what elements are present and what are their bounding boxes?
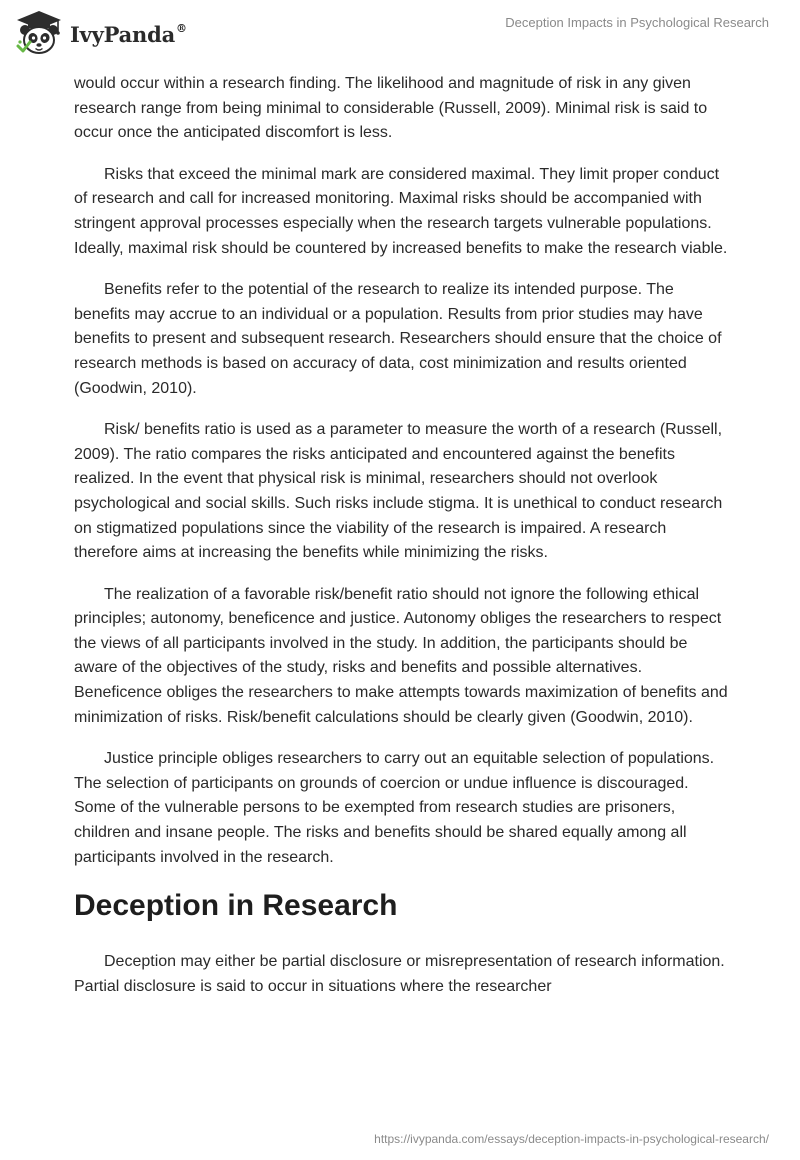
paragraph-maximal-risk: Risks that exceed the minimal mark are considered maximal. They limit proper conduct of research and call for increased monitoring. Maximal risks should be accompanied with stringent approval processes especially when the research targets vulnerable populations. Ideally, maximal risk should be countered by increased benefits to make the research viable. bbox=[74, 165, 728, 257]
panda-graduate-icon bbox=[14, 8, 64, 58]
paragraph-ethical-principles: The realization of a favorable risk/benefit ratio should not ignore the following ethical principles; autonomy, beneficence and justice. Autonomy obliges the researchers to respect the views of all participants involved in the study. In addition, the participants should be aware of the objectives of the study, risks and benefits and possible alternatives. Beneficence obliges the researchers to make attempts towards maximization of benefits and minimization of risks. Risk/benefit calculations should be clearly given (Goodwin, 2010). bbox=[74, 585, 728, 726]
paragraph-benefits: Benefits refer to the potential of the research to realize its intended purpose. The benefits may accrue to an individual or a population. Results from prior studies may have benefits to present and subsequent research. Researchers should ensure that the choice of research methods is based on accuracy of data, cost minimization and results oriented (Goodwin, 2010). bbox=[74, 281, 722, 397]
paragraph-deception: Deception may either be partial disclosure or misrepresentation of research information. Partial disclosure is said to occur in situations where the researcher bbox=[74, 953, 725, 995]
paragraph-risk-benefit-ratio: Risk/ benefits ratio is used as a parameter to measure the worth of a research (Russell, 2009). The ratio compares the risks anticipated and encountered against the benefits realized. In the event that physical risk is minimal, researchers should not overlook psychological and social skills. Such risks include stigma. It is unethical to conduct research on stigmatized populations since the viability of the research is impaired. A research therefore aims at increasing the benefits while minimizing the risks. bbox=[74, 421, 723, 562]
article-body bbox=[74, 72, 734, 1016]
brand-name: IvyPanda® bbox=[70, 21, 187, 47]
brand-logo[interactable] bbox=[14, 8, 187, 58]
page-header bbox=[0, 0, 800, 70]
source-url[interactable]: https://ivypanda.com/essays/deception-impacts-in-psychological-research/ bbox=[374, 1132, 769, 1146]
paragraph-continued: would occur within a research finding. The likelihood and magnitude of risk in any given research range from being minimal to considerable (Russell, 2009). Minimal risk is said to occur once the anticipated discomfort is less. bbox=[74, 75, 708, 142]
section-heading: Deception in Research bbox=[74, 889, 398, 923]
paragraph-justice: Justice principle obliges researchers to carry out an equitable selection of populations. The selection of participants on grounds of coercion or undue influence is discouraged. Some of the vulnerable persons to be exempted from research studies are prisoners, children and insane people. The risks and benefits should be shared equally among all participants involved in the research. bbox=[74, 750, 715, 866]
document-title: Deception Impacts in Psychological Research bbox=[505, 15, 769, 30]
